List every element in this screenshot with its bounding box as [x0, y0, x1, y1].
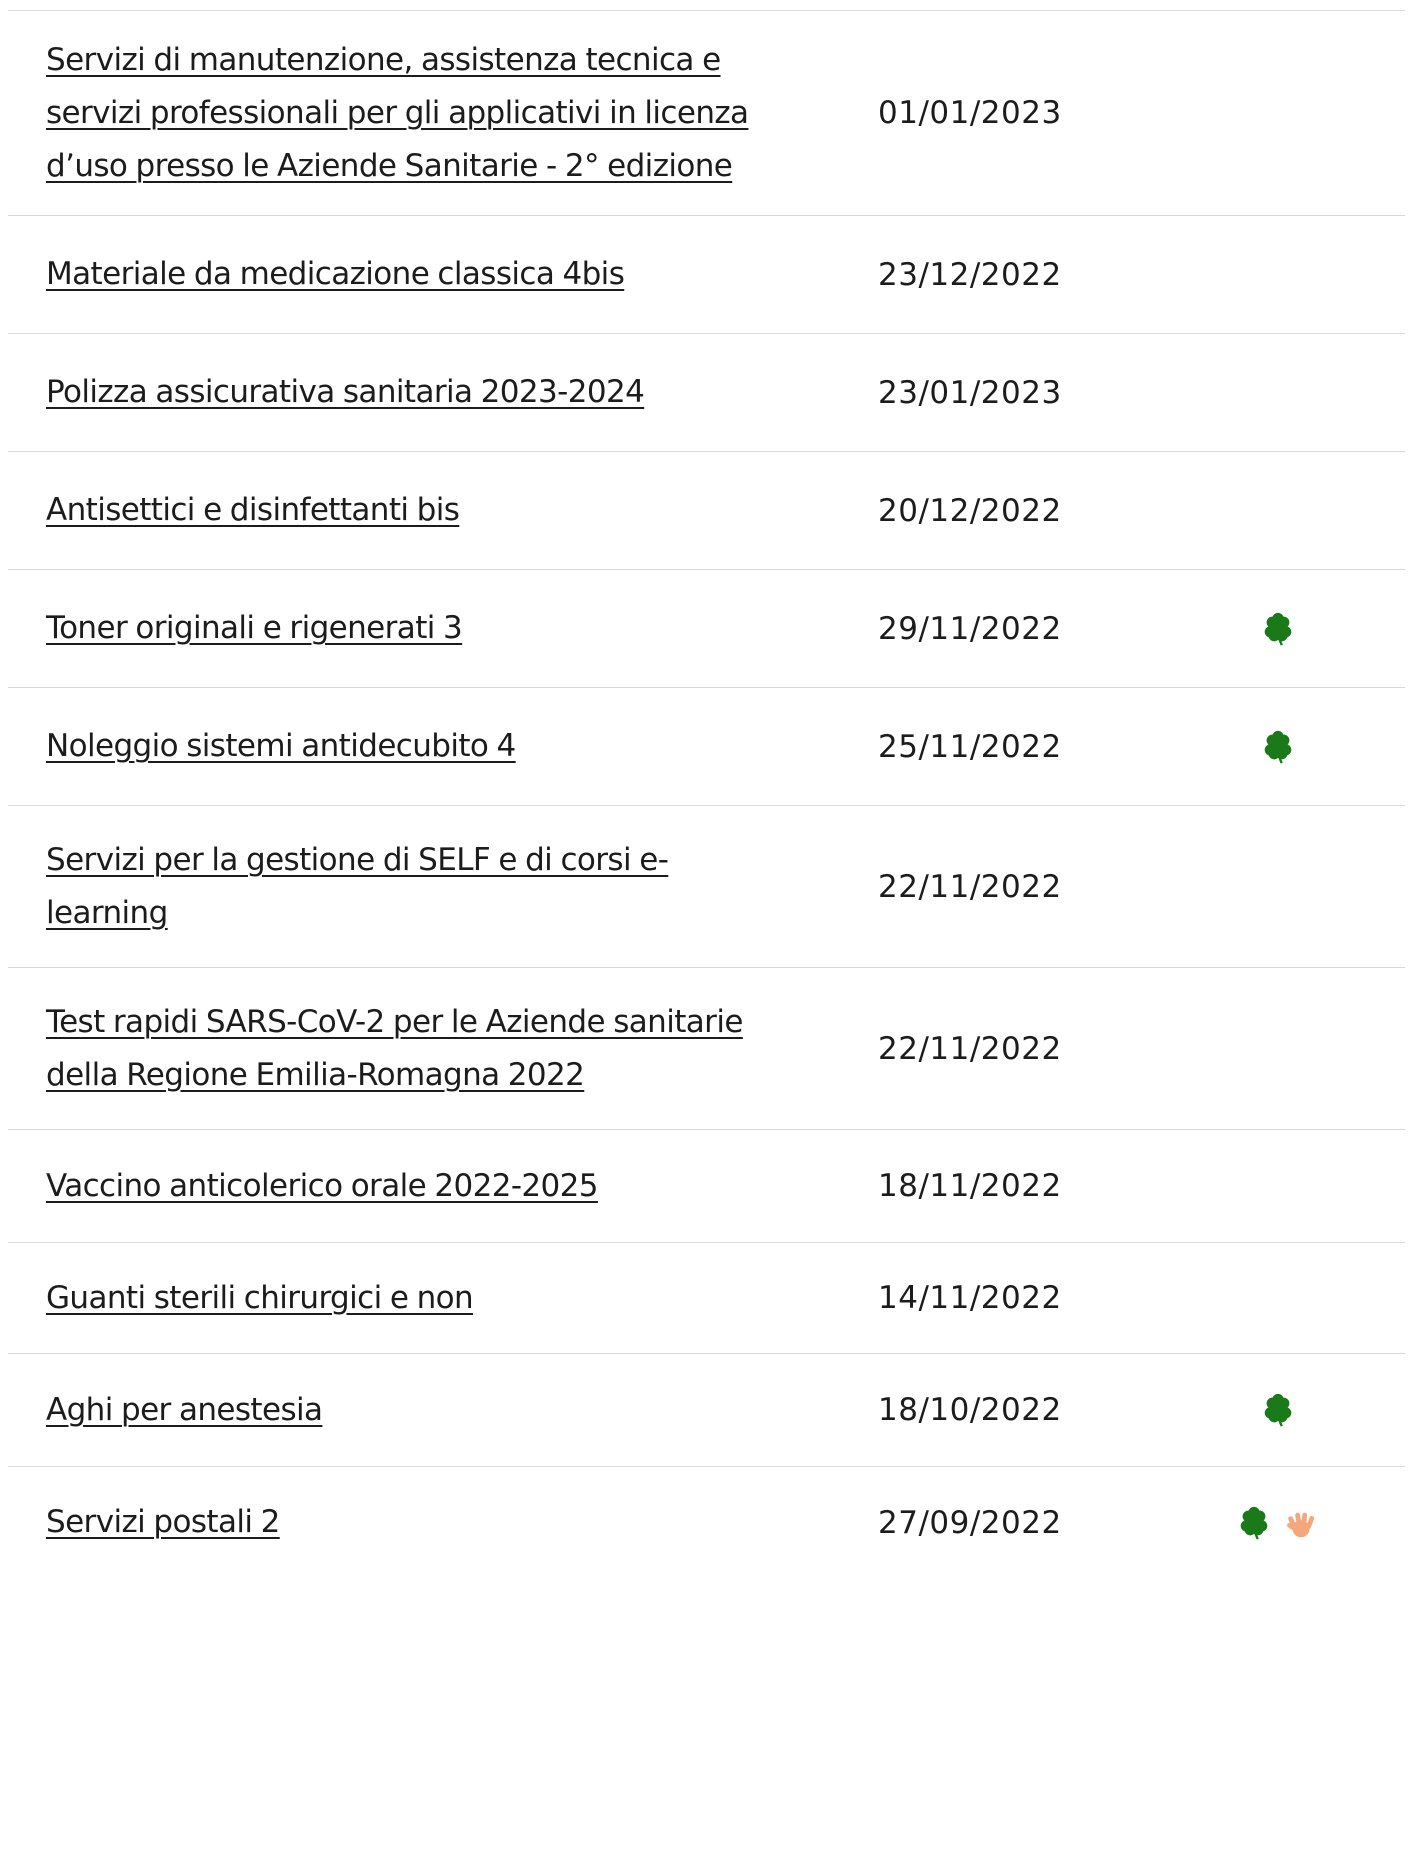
shamrock-icon [1259, 728, 1297, 766]
tender-link[interactable] [46, 602, 462, 655]
icons-cell [1188, 11, 1368, 215]
title-cell [46, 806, 806, 967]
tender-link[interactable] [46, 34, 748, 193]
tender-link-line: Noleggio sistemi antidecubito 4 [46, 728, 516, 764]
title-cell [46, 216, 806, 333]
date-cell: 23/01/2023 [878, 374, 1062, 411]
tender-link-line: Materiale da medicazione classica 4bis [46, 256, 625, 292]
title-cell [46, 11, 806, 215]
table-row [8, 451, 1405, 569]
tender-link-line: Servizi per la gestione di SELF e di corsi e- [46, 841, 669, 878]
table-row [8, 1129, 1405, 1242]
icons-cell [1188, 1354, 1368, 1466]
date-cell: 23/12/2022 [878, 256, 1062, 293]
date-cell: 25/11/2022 [878, 728, 1062, 765]
icons-cell [1188, 688, 1368, 805]
date-cell: 29/11/2022 [878, 610, 1062, 647]
tender-link-line: Servizi postali 2 [46, 1504, 280, 1540]
tender-link[interactable] [46, 248, 624, 301]
icons-cell [1188, 334, 1368, 451]
icons-cell [1188, 1243, 1368, 1353]
table-row [8, 10, 1405, 215]
date-cell: 22/11/2022 [878, 1030, 1062, 1067]
tender-link-line: servizi professionali per gli applicativi in licenza [46, 94, 749, 131]
date-cell: 20/12/2022 [878, 492, 1062, 529]
date-cell: 18/11/2022 [878, 1168, 1062, 1204]
tender-link-line: Guanti sterili chirurgici e non [46, 1279, 474, 1316]
table-row [8, 569, 1405, 687]
title-cell [46, 1130, 806, 1242]
tender-link-line: della Regione Emilia-Romagna 2022 [46, 1056, 585, 1093]
title-cell [46, 570, 806, 687]
table-row [8, 1242, 1405, 1353]
title-cell [46, 334, 806, 451]
shamrock-icon [1235, 1504, 1273, 1542]
date-cell: 01/01/2023 [878, 95, 1062, 131]
tender-link[interactable] [46, 1160, 598, 1213]
shamrock-icon [1259, 610, 1297, 648]
table-row [8, 805, 1405, 967]
icons-cell [1188, 216, 1368, 333]
date-cell: 27/09/2022 [878, 1504, 1062, 1541]
hand-icon [1283, 1504, 1321, 1542]
tender-link[interactable] [46, 834, 668, 940]
tender-link-line: Test rapidi SARS-CoV-2 per le Aziende sanitarie [46, 1003, 743, 1040]
table-row [8, 215, 1405, 333]
tender-link-line: Antisettici e disinfettanti bis [46, 492, 460, 528]
icons-cell [1188, 452, 1368, 569]
title-cell [46, 1243, 806, 1353]
title-cell [46, 1467, 806, 1578]
table-row [8, 687, 1405, 805]
tender-link[interactable] [46, 1384, 322, 1437]
icons-cell [1188, 968, 1368, 1129]
table-row [8, 967, 1405, 1129]
shamrock-icon [1259, 1391, 1297, 1429]
icons-cell [1188, 1467, 1368, 1578]
title-cell [46, 452, 806, 569]
icons-cell [1188, 570, 1368, 687]
tender-link[interactable] [46, 1272, 473, 1325]
date-cell: 18/10/2022 [878, 1392, 1062, 1428]
tender-link-line: learning [46, 894, 168, 931]
tender-link-line: Toner originali e rigenerati 3 [46, 610, 463, 646]
date-cell: 22/11/2022 [878, 868, 1062, 905]
table-row [8, 333, 1405, 451]
tender-link[interactable] [46, 1496, 280, 1549]
tender-link[interactable] [46, 720, 516, 773]
tender-link[interactable] [46, 996, 743, 1102]
icons-cell [1188, 1130, 1368, 1242]
tender-link[interactable] [46, 366, 644, 419]
table-row [8, 1466, 1405, 1578]
tender-link-line: Vaccino anticolerico orale 2022-2025 [46, 1167, 598, 1204]
icons-cell [1188, 806, 1368, 967]
tender-link-line: Aghi per anestesia [46, 1391, 323, 1428]
tender-link-line: Polizza assicurativa sanitaria 2023-2024 [46, 374, 645, 410]
table-row [8, 1353, 1405, 1466]
title-cell [46, 1354, 806, 1466]
tender-link-line: Servizi di manutenzione, assistenza tecnica e [46, 41, 721, 78]
title-cell [46, 688, 806, 805]
tender-link[interactable] [46, 484, 459, 537]
date-cell: 14/11/2022 [878, 1280, 1062, 1316]
title-cell [46, 968, 806, 1129]
tender-link-line: d’uso presso le Aziende Sanitarie - 2° edizione [46, 147, 733, 184]
